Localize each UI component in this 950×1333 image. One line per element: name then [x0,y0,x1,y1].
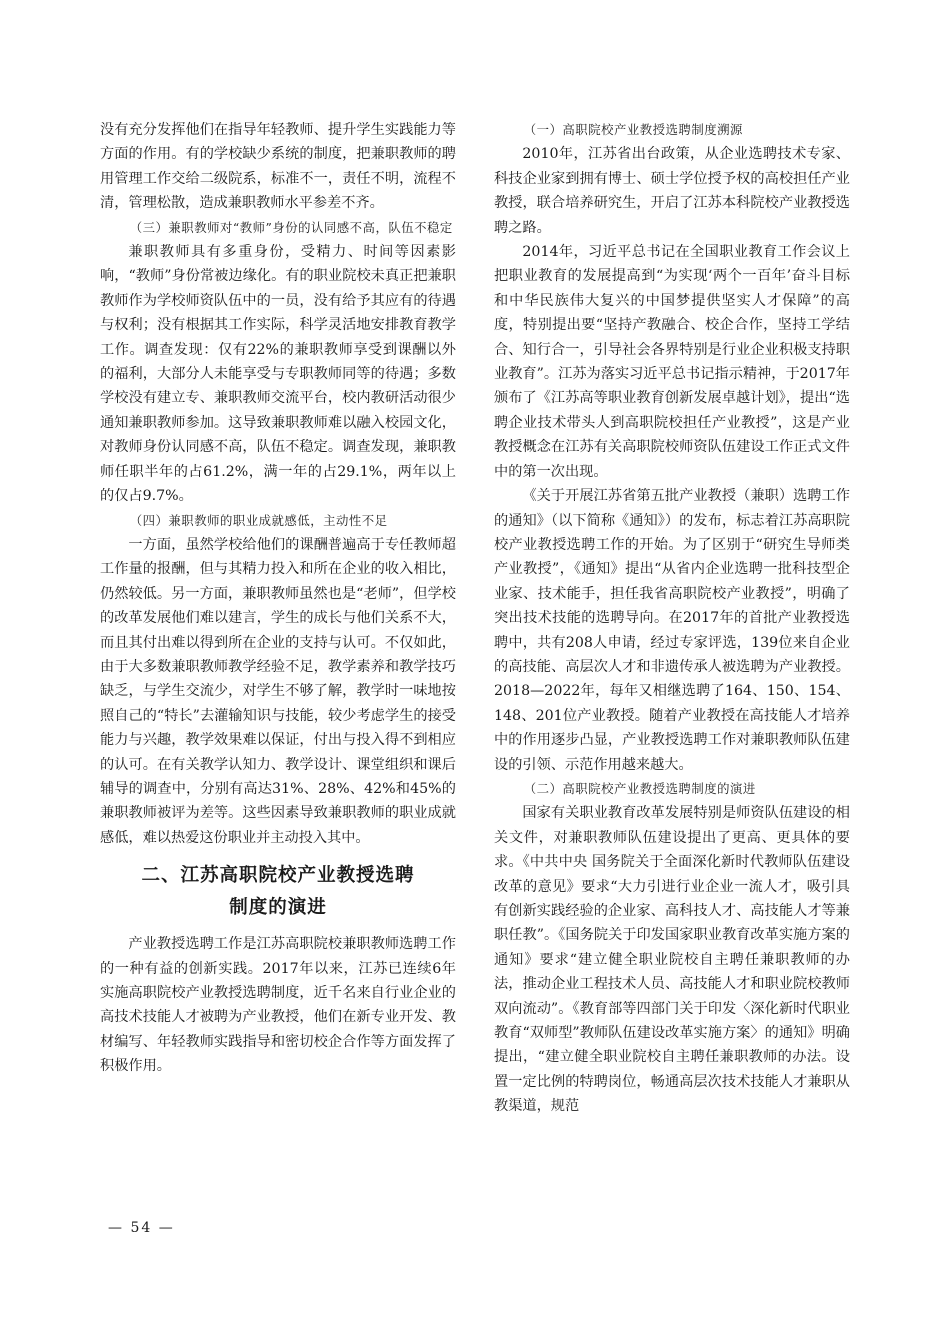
left-column [100,118,456,1079]
section-title-line-1: 二、江苏高职院校产业教授选聘 [141,865,415,887]
paragraph-continued: 没有充分发挥他们在指导年轻教师、提升学生实践能力等方面的作用。有的学校缺少系统的制度，把兼职教师的聘用管理工作交给二级院系，标准不一，责任不明，流程不清，管理松散，造成兼职教师水平参差不齐。 [100,122,456,212]
paragraph: 《关于开展江苏省第五批产业教授（兼职）选聘工作的通知》（以下简称《通知》）的发布，标志着江苏高职院校产业教授选聘工作的开始。为了区别于“研究生导师类产业教授”，《通知》提出“从省内企业选聘一批科技型企业家、技术能手，担任我省高职院校产业教授”，明确了突出技术技能的选聘导向。在2017年的首批产业教授选聘中，共有208人申请，经过专家评选，139位来自企业的高技能、高层次人才和非遗传承人被选聘为产业教授。2018—2022年，每年又相继选聘了164、150、154、148、201位产业教授。随着产业教授在高技能人才培养中的作用逐步凸显，产业教授选聘工作对兼职教师队伍建设的引领、示范作用越来越大。 [494,488,850,773]
paragraph: 产业教授选聘工作是江苏高职院校兼职教师选聘工作的一种有益的创新实践。2017年以来，江苏已连续6年实施高职院校产业教授选聘制度，近千名来自行业企业的高技术技能人才被聘为产业教授，他们在新专业开发、教材编写、年轻教师实践指导和密切校企合作等方面发挥了积极作用。 [100,936,456,1075]
section-title [100,860,456,924]
paragraph: 国家有关职业教育改革发展特别是师资队伍建设的相关文件，对兼职教师队伍建设提出了更高、更具体的要求。《中共中央 国务院关于全面深化新时代教师队伍建设改革的意见》要求“大力引进行业企业一流人才，吸引具有创新实践经验的企业家、高科技人才、高技能人才等兼职任教”。《国务院关于印发国家职业教育改革实施方案的通知》要求“建立健全职业院校自主聘任兼职教师的办法，推动企业工程技术人员、高技能人才和职业院校教师双向流动”。《教育部等四部门关于印发〈深化新时代职业教育“双师型”教师队伍建设改革实施方案〉的通知》明确提出，“建立健全职业院校自主聘任兼职教师的办法。设置一定比例的特聘岗位，畅通高层次技术技能人才兼职从教渠道，规范 [494,805,850,1115]
right-column [494,118,850,1119]
page-number: — 54 — [108,1220,175,1236]
section-title-line-2: 制度的演进 [229,897,327,919]
subheading-1: （一）高职院校产业教授选聘制度溯源 [523,122,743,137]
paragraph: 一方面，虽然学校给他们的课酬普遍高于专任教师超工作量的报酬，但与其精力投入和所在企业的收入相比，仍然较低。另一方面，兼职教师虽然也是“老师”，但学校的改革发展他们难以建言，学生的成长与他们关系不大，而且其付出难以得到所在企业的支持与认可。不仅如此，由于大多数兼职教师教学经验不足，教学素养和教学技巧缺乏，与学生交流少，对学生不够了解，教学时一味地按照自己的“特长”去灌输知识与技能，较少考虑学生的接受能力与兴趣，教学效果难以保证，付出与投入得不到相应的认可。在有关教学认知力、教学设计、课堂组织和课后辅导的调查中，分别有高达31%、28%、42%和45%的兼职教师被评为差等。这些因素导致兼职教师的职业成就感低，难以热爱这份职业并主动投入其中。 [100,536,456,846]
paragraph: 2014年，习近平总书记在全国职业教育工作会议上把职业教育的发展提高到“为实现‘两个一百年’奋斗目标和中华民族伟大复兴的中国梦提供坚实人才保障”的高度，特别提出要“坚持产教融合、校企合作，坚持工学结合、知行合一，引导社会各界特别是行业企业积极支持职业教育”。江苏为落实习近平总书记指示精神，于2017年颁布了《江苏高等职业教育创新发展卓越计划》，提出“选聘企业技术带头人到高职院校担任产业教授”，这是产业教授概念在江苏有关高职院校师资队伍建设工作正式文件中的第一次出现。 [494,244,850,480]
subheading-3: （三）兼职教师对“教师”身份的认同感不高，队伍不稳定 [129,219,453,235]
paragraph: 兼职教师具有多重身份，受精力、时间等因素影响，“教师”身份常被边缘化。有的职业院校未真正把兼职教师作为学校师资队伍中的一员，没有给予其应有的待遇与权利；没有根据其工作实际，科学灵活地安排教育教学工作。调查发现：仅有22%的兼职教师享受到课酬以外的福利，大部分人未能享受与专职教师同等的待遇；多数学校没有建立专、兼职教师交流平台，校内教研活动很少通知兼职教师参加。这导致兼职教师难以融入校园文化，对教师身份认同感不高，队伍不稳定。调查发现，兼职教师任职半年的占61.2%，满一年的占29.1%，两年以上的仅占9.7%。 [100,244,456,505]
subheading-4: （四）兼职教师的职业成就感低，主动性不足 [129,512,388,528]
paragraph: 2010年，江苏省出台政策，从企业选聘技术专家、科技企业家到拥有博士、硕士学位授予权的高校担任产业教授，联合培养研究生，开启了江苏本科院校产业教授选聘之路。 [494,146,850,236]
subheading-2: （二）高职院校产业教授选聘制度的演进 [523,780,756,796]
